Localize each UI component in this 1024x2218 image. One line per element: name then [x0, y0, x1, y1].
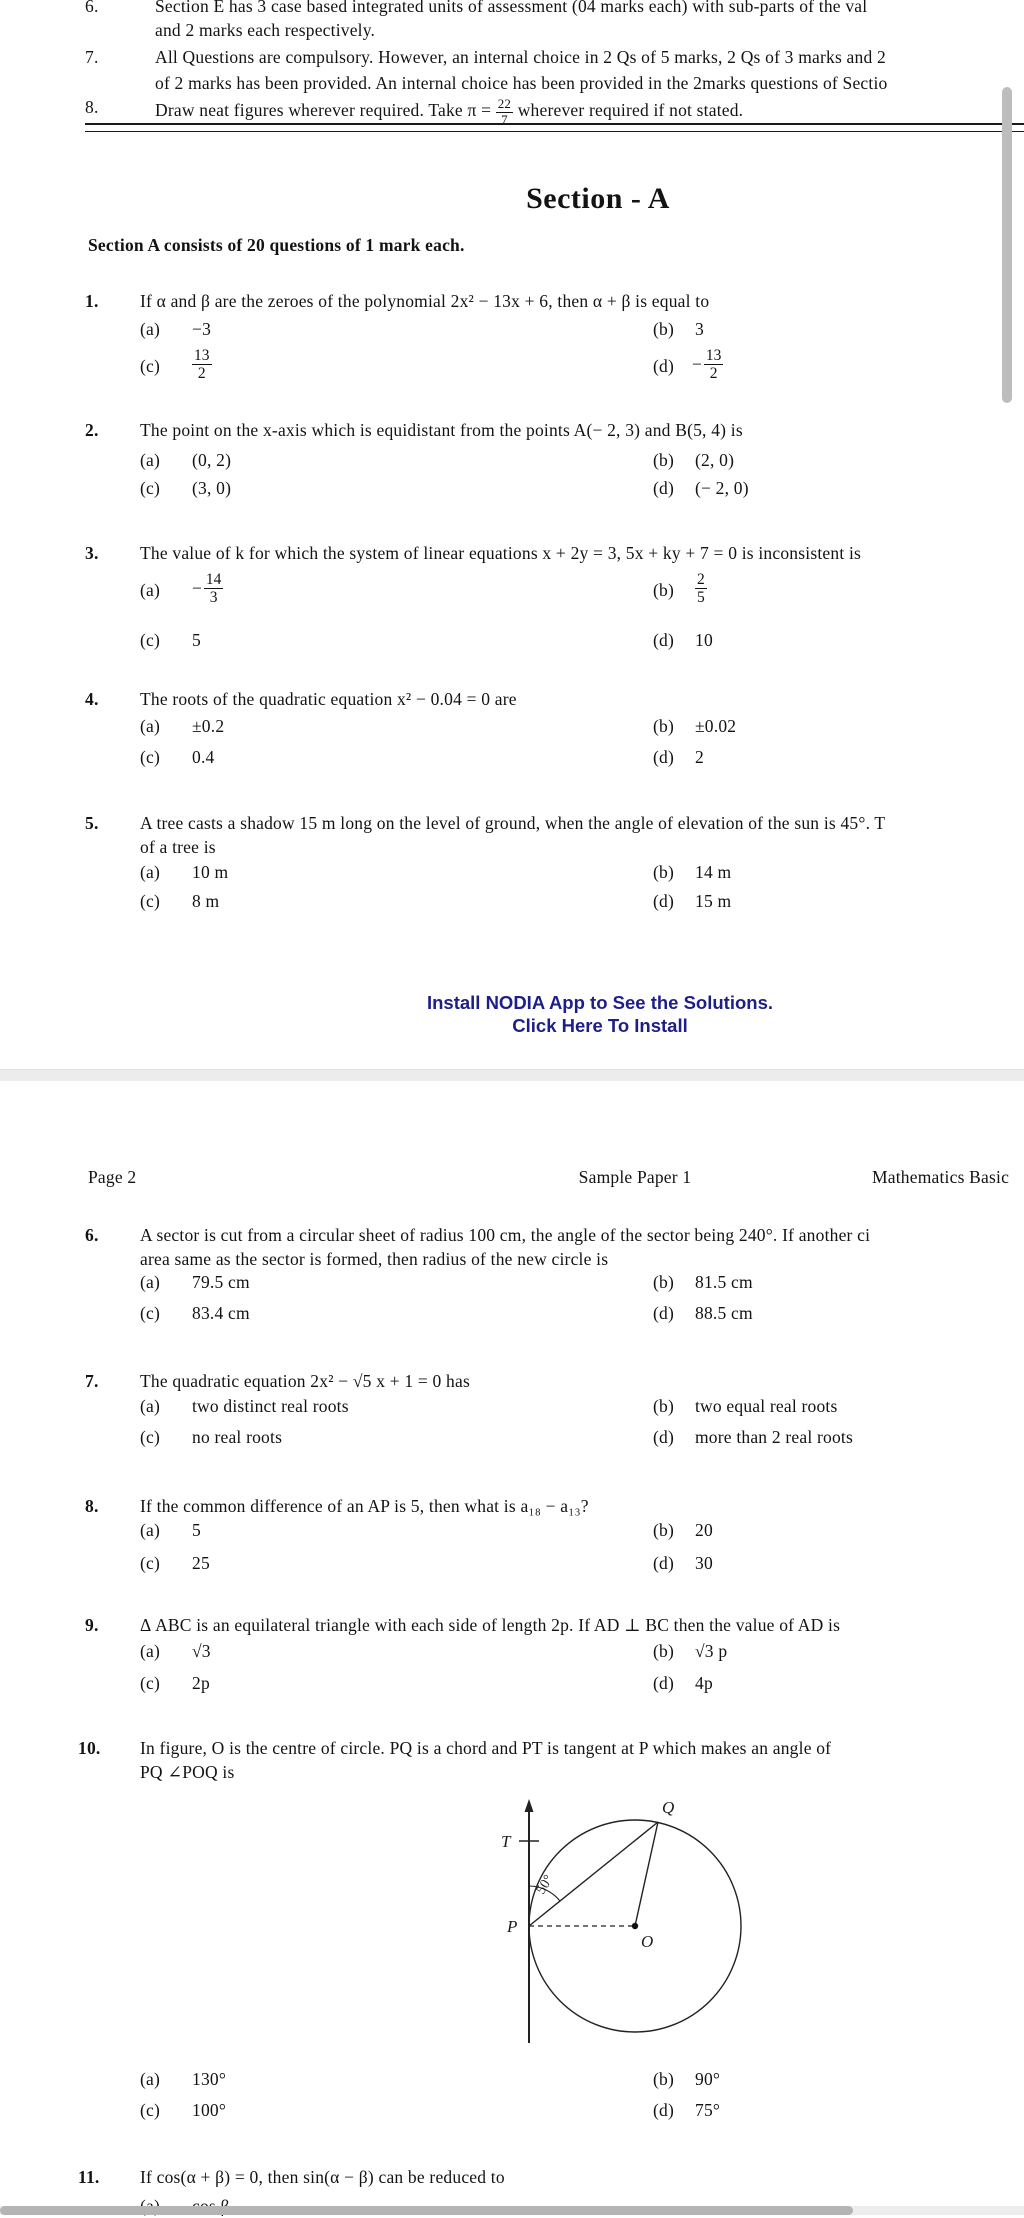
question-number: 8. — [85, 1496, 99, 1516]
option-d-value: − $\frac{13}{2}$ — [692, 347, 722, 383]
instruction-text: of 2 marks has been provided. An internal choice has been provided in the 2marks questions of Sectio — [155, 73, 888, 93]
option-b-label: (b) — [653, 580, 675, 600]
question-text: The value of k for which the system of linear equations x + 2y = 3, 5x + ky + 7 = 0 is inconsistent is — [140, 543, 862, 563]
option-d-value: 4p — [695, 1673, 713, 1693]
option-c-label: (c) — [140, 1303, 161, 1323]
option-c-label: (c) — [140, 1427, 161, 1447]
question-text: of a tree is — [140, 837, 216, 857]
option-c-label: (c) — [140, 356, 161, 376]
option-d-label: (d) — [653, 1303, 675, 1323]
option-c-value: 5 — [192, 630, 201, 650]
option-b-label: (b) — [653, 1272, 675, 1292]
option-a-value: 5 — [192, 1520, 201, 1540]
label-q: Q — [662, 1798, 675, 1817]
option-d-value: 88.5 cm — [695, 1303, 753, 1323]
install-app-link[interactable]: Click Here To Install — [512, 1015, 688, 1036]
arrowhead — [525, 1799, 534, 1812]
option-c-value: 100° — [192, 2100, 227, 2120]
question-text: Δ ABC is an equilateral triangle with each side of length 2p. If AD ⊥ BC then the value of AD is — [140, 1615, 841, 1635]
option-c-value: 8 m — [192, 891, 220, 911]
page-number: Page 2 — [88, 1167, 137, 1187]
instruction-text: and 2 marks each respectively. — [155, 20, 376, 40]
option-b-value: two equal real roots — [695, 1396, 838, 1416]
option-b-value: 81.5 cm — [695, 1272, 753, 1292]
option-d-value: 2 — [695, 747, 704, 767]
option-b-value: 20 — [695, 1520, 713, 1540]
question-number: 9. — [85, 1615, 99, 1635]
option-d-label: (d) — [653, 1553, 675, 1573]
option-c-label: (c) — [140, 1553, 161, 1573]
question-text: A tree casts a shadow 15 m long on the level of ground, when the angle of elevation of the sun is 45°. T — [140, 813, 886, 833]
option-b-label: (b) — [653, 716, 675, 736]
option-c-value: 0.4 — [192, 747, 215, 767]
question-number: 7. — [85, 1371, 99, 1391]
option-c-value: no real roots — [192, 1427, 283, 1447]
question-text: PQ ∠POQ is — [140, 1762, 235, 1782]
instruction-number: 6. — [85, 0, 99, 16]
circle-tangent-figure — [465, 1795, 755, 2050]
question-number: 5. — [85, 813, 99, 833]
option-a-value: 130° — [192, 2069, 227, 2089]
option-c-value: 25 — [192, 1553, 210, 1573]
question-number: 2. — [85, 420, 99, 440]
section-title: Section - A — [526, 182, 670, 215]
instruction-text: All Questions are compulsory. However, an internal choice in 2 Qs of 5 marks, 2 Qs of 3 marks and 2 — [155, 47, 886, 67]
horizontal-scrollbar-thumb[interactable] — [0, 2206, 853, 2215]
center-dot — [632, 1923, 638, 1929]
header-paper-title: Sample Paper 1 — [578, 1167, 692, 1187]
question-text: If the common difference of an AP is 5, then what is a₁₈ − a₁₃? — [140, 1496, 589, 1516]
option-a-value: 10 m — [192, 862, 229, 882]
install-app-banner: Install NODIA App to See the Solutions. — [426, 992, 774, 1013]
option-d-value: 75° — [695, 2100, 721, 2120]
option-c-label: (c) — [140, 630, 161, 650]
option-c-value: 83.4 cm — [192, 1303, 250, 1323]
option-b-label: (b) — [653, 319, 675, 339]
question-text: In figure, O is the centre of circle. PQ is a chord and PT is tangent at P which makes an angle of — [140, 1738, 832, 1758]
option-c-label: (c) — [140, 891, 161, 911]
option-b-label: (b) — [653, 450, 675, 470]
option-a-value: 79.5 cm — [192, 1272, 250, 1292]
option-a-label: (a) — [140, 580, 161, 600]
option-a-value: ±0.2 — [192, 716, 225, 736]
instruction-number: 7. — [85, 47, 99, 67]
option-b-value: 90° — [695, 2069, 721, 2089]
option-a-value: − $\frac{14}{3}$ — [192, 571, 222, 607]
question-text: area same as the sector is formed, then radius of the new circle is — [140, 1249, 609, 1269]
instruction-text: Draw neat figures wherever required. Take π = $\frac{22}{7}$ wherever required if not stated. — [155, 96, 744, 127]
option-a-label: (a) — [140, 2069, 161, 2089]
option-c-label: (c) — [140, 747, 161, 767]
option-a-label: (a) — [140, 862, 161, 882]
option-a-label: (a) — [140, 1520, 161, 1540]
option-b-label: (b) — [653, 1641, 675, 1661]
option-b-label: (b) — [653, 1396, 675, 1416]
horizontal-scrollbar-track[interactable] — [0, 2206, 1024, 2215]
pi-fraction: $\frac{22}{7}$ — [497, 96, 512, 127]
vertical-scrollbar-thumb[interactable] — [1002, 87, 1012, 403]
option-a-value: −3 — [192, 319, 212, 339]
label-p: P — [507, 1917, 518, 1936]
option-a-value: √3 — [192, 1641, 211, 1661]
question-text: The quadratic equation 2x² − √5 x + 1 = 0 has — [140, 1371, 470, 1391]
instruction-number: 8. — [85, 97, 99, 117]
option-c-label: (c) — [140, 2100, 161, 2120]
label-o: O — [641, 1932, 654, 1951]
option-c-label: (c) — [140, 1673, 161, 1693]
question-number: 6. — [85, 1225, 99, 1245]
question-text: The roots of the quadratic equation x² − 0.04 = 0 are — [140, 689, 517, 709]
option-d-label: (d) — [653, 630, 675, 650]
option-d-value: (− 2, 0) — [695, 478, 749, 498]
option-c-label: (c) — [140, 478, 161, 498]
instruction-text: Section E has 3 case based integrated units of assessment (04 marks each) with sub-parts of the val — [155, 0, 868, 16]
label-angle: 50° — [533, 1872, 557, 1898]
option-c-value: 2p — [192, 1673, 210, 1693]
option-b-value: 14 m — [695, 862, 732, 882]
header-subject: Mathematics Basic — [872, 1167, 1010, 1187]
option-a-label: (a) — [140, 1396, 161, 1416]
question-number: 4. — [85, 689, 99, 709]
option-d-label: (d) — [653, 1427, 675, 1447]
option-d-label: (d) — [653, 747, 675, 767]
option-d-value: 30 — [695, 1553, 713, 1573]
question-text: If α and β are the zeroes of the polynomial 2x² − 13x + 6, then α + β is equal to — [140, 291, 710, 311]
option-a-value: two distinct real roots — [192, 1396, 349, 1416]
option-b-value: (2, 0) — [695, 450, 735, 470]
option-c-value: (3, 0) — [192, 478, 232, 498]
option-a-label: (a) — [140, 319, 161, 339]
question-number: 1. — [85, 291, 99, 311]
option-a-label: (a) — [140, 1272, 161, 1292]
option-d-label: (d) — [653, 891, 675, 911]
option-c-value: $\frac{13}{2}$ — [194, 347, 210, 383]
option-d-value: 10 — [695, 630, 713, 650]
option-d-label: (d) — [653, 356, 675, 376]
option-d-value: 15 m — [695, 891, 732, 911]
section-divider — [85, 123, 1024, 132]
page-separator-band — [0, 1069, 1024, 1081]
option-b-value: √3 p — [695, 1641, 728, 1661]
label-t: T — [501, 1832, 511, 1851]
option-a-label: (a) — [140, 716, 161, 736]
option-b-label: (b) — [653, 862, 675, 882]
option-d-label: (d) — [653, 1673, 675, 1693]
question-text: A sector is cut from a circular sheet of radius 100 cm, the angle of the sector being 240°. If another ci — [140, 1225, 871, 1245]
question-text: The point on the x-axis which is equidistant from the points A(− 2, 3) and B(5, 4) is — [140, 420, 743, 440]
question-number: 10. — [78, 1738, 101, 1758]
option-b-value: 3 — [695, 319, 704, 339]
option-b-label: (b) — [653, 2069, 675, 2089]
option-d-value: more than 2 real roots — [695, 1427, 853, 1447]
option-d-label: (d) — [653, 2100, 675, 2120]
option-a-label: (a) — [140, 450, 161, 470]
option-d-label: (d) — [653, 478, 675, 498]
section-note: Section A consists of 20 questions of 1 mark each. — [88, 235, 465, 255]
question-text: If cos(α + β) = 0, then sin(α − β) can be reduced to — [140, 2167, 505, 2187]
option-b-value: $\frac{2}{5}$ — [697, 571, 705, 607]
option-b-label: (b) — [653, 1520, 675, 1540]
option-a-label: (a) — [140, 1641, 161, 1661]
question-number: 11. — [78, 2167, 100, 2187]
question-number: 3. — [85, 543, 99, 563]
option-a-value: (0, 2) — [192, 450, 232, 470]
option-b-value: ±0.02 — [695, 716, 737, 736]
